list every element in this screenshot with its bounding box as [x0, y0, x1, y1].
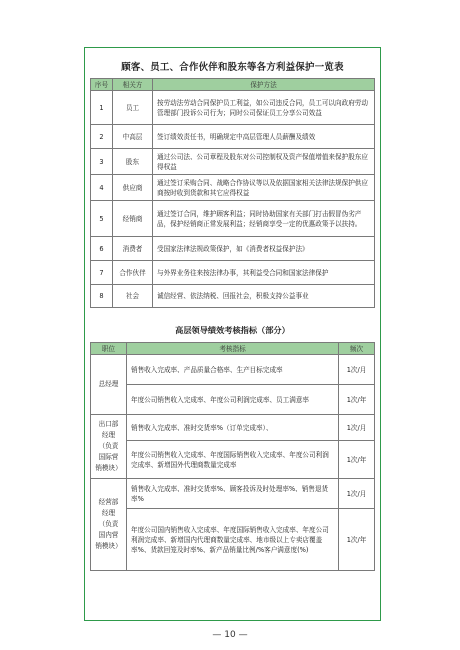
row-method: 通过签订采购合同、战略合作协议等以及依据国家相关法律法规保护供应商按时收到货款和其它应得权益	[153, 175, 375, 201]
table-row	[91, 91, 375, 125]
position-line: （负责	[98, 442, 119, 450]
row-party: 经销商	[113, 201, 153, 237]
frequency-cell: 1次/年	[339, 385, 375, 415]
table-row	[91, 285, 375, 308]
frequency-cell: 1次/年	[339, 441, 375, 479]
row-method: 与外界业务往来按法律办事，其利益受合同和国家法律保护	[153, 261, 375, 285]
row-party: 股东	[113, 149, 153, 175]
position-cell	[91, 479, 127, 571]
row-method: 通过签订合同，维护顾客利益；同时协助国家有关部门打击假冒伪劣产品，保护经销商正常发展利益；经销商享受一定的优惠政策予以扶持。	[153, 201, 375, 237]
page-number: — 10 —	[212, 630, 248, 640]
header-position: 职位	[91, 343, 127, 355]
table-row	[91, 201, 375, 237]
position-line: 国际营	[98, 453, 119, 461]
table-row	[91, 415, 375, 441]
position-line: （负责	[98, 520, 119, 528]
row-no: 7	[91, 261, 113, 285]
row-method: 诚信经营、依法纳税、回报社会，积极支持公益事业	[153, 285, 375, 308]
position-line: 经营部	[98, 498, 119, 506]
table-row	[91, 441, 375, 479]
row-party: 供应商	[113, 175, 153, 201]
table-row	[91, 237, 375, 261]
table2-title: 高层领导绩效考核指标（部分）	[175, 325, 290, 335]
header-method: 保护方法	[153, 79, 375, 91]
row-party: 社会	[113, 285, 153, 308]
header-no: 序号	[91, 79, 113, 91]
table-row	[91, 125, 375, 149]
position-line: 经理	[101, 509, 116, 517]
table-row	[91, 479, 375, 509]
table2-header-row	[91, 343, 375, 355]
table1-title: 顾客、员工、合作伙伴和股东等各方利益保护一览表	[121, 62, 344, 73]
row-no: 2	[91, 125, 113, 149]
table-row	[91, 261, 375, 285]
row-party: 员工	[113, 91, 153, 125]
indicator-cell: 销售收入完成率、产品质量合格率、生产目标完成率	[127, 355, 339, 385]
row-method: 受国家法律法规政策保护，如《消费者权益保护法》	[153, 237, 375, 261]
position-cell	[91, 415, 127, 479]
executive-kpi-table	[90, 342, 375, 571]
position-line: 销模块）	[95, 542, 122, 550]
table-row	[91, 385, 375, 415]
indicator-cell: 年度公司国内销售收入完成率、年度国际销售收入完成率、年度公司利润完成率、新增国内代理商数量完成率、地市级以上专卖店覆盖率%、货款回笼及时率%、新产品销量比例/%客户满意度(%)	[127, 509, 339, 571]
position-line: 国内营	[98, 531, 119, 539]
row-no: 6	[91, 237, 113, 261]
position-line: 经理	[101, 431, 116, 439]
indicator-cell: 销售收入完成率、准时交货率%（订单完成率）、	[127, 415, 339, 441]
row-method: 按劳动法劳动合同保护员工利益，如公司违反合同，员工可以向政府劳动管理部门投诉公司行为；同时公司保证员工分享公司效益	[153, 91, 375, 125]
indicator-cell: 年度公司销售收入完成率、年度国际销售收入完成率、年度公司利润完成率、新增国外代理商数量完成率	[127, 441, 339, 479]
row-no: 5	[91, 201, 113, 237]
header-frequency: 频次	[339, 343, 375, 355]
frequency-cell: 1次/月	[339, 479, 375, 509]
indicator-cell: 销售收入完成率、准时交货率%、顾客投诉及时处理率%、销售退货率%	[127, 479, 339, 509]
header-indicator: 考核指标	[127, 343, 339, 355]
table-row	[91, 509, 375, 571]
position-cell	[91, 355, 127, 415]
table-row	[91, 355, 375, 385]
row-no: 3	[91, 149, 113, 175]
row-method: 通过公司法、公司章程及股东对公司控制权及资产保值增值来保护股东应得权益	[153, 149, 375, 175]
table-row	[91, 175, 375, 201]
position-line: 出口部	[98, 420, 119, 428]
row-no: 1	[91, 91, 113, 125]
row-no: 8	[91, 285, 113, 308]
header-party: 相关方	[113, 79, 153, 91]
frequency-cell: 1次/月	[339, 355, 375, 385]
row-method: 签订绩效责任书，明确规定中高层管理人员薪酬及绩效	[153, 125, 375, 149]
position-line: 总经理	[98, 380, 119, 388]
frequency-cell: 1次/年	[339, 509, 375, 571]
stakeholder-protection-table	[90, 78, 375, 308]
frequency-cell: 1次/月	[339, 415, 375, 441]
table-row	[91, 149, 375, 175]
row-no: 4	[91, 175, 113, 201]
row-party: 消费者	[113, 237, 153, 261]
position-line: 销模块）	[95, 464, 122, 472]
row-party: 中高层	[113, 125, 153, 149]
indicator-cell: 年度公司销售收入完成率、年度公司利润完成率、员工满意率	[127, 385, 339, 415]
table1-header-row	[91, 79, 375, 91]
row-party: 合作伙伴	[113, 261, 153, 285]
